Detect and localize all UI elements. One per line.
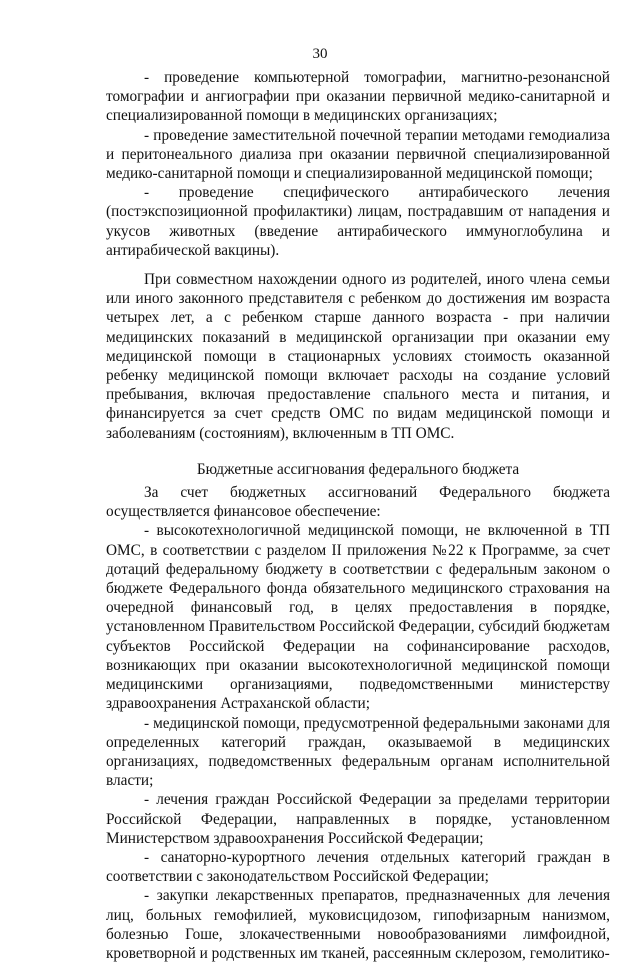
section-heading: Бюджетные ассигнования федерального бюджета <box>196 460 520 478</box>
paragraph-sanatorium: - санаторно-курортного лечения отдельных категорий граждан в соответствии с законодательством Российской Федерации; <box>106 848 610 886</box>
paragraph-federal-laws-care: - медицинской помощи, предусмотренной федеральными законами для определенных категорий граждан, оказываемой в медицинских организациях, подведомственных федеральным органам исполнительной власти; <box>106 714 610 790</box>
paragraph-parent-stay: При совместном нахождении одного из родителей, иного члена семьи или иного законного представителя с ребенком до достижения им возраста четырех лет, а с ребенком старше данного возраста - при наличии медицинских показаний в медицинской организации при оказании ему медицинской помощи в стационарных условиях стоимость оказанной ребенку медицинской помощи включает расходы на создание условий пребывания, включая предоставление спального места и питания, и финансируется за счет средств ОМС по видам медицинской помощи и заболеваниям (состояниям), включенным в ТП ОМС. <box>106 271 610 442</box>
page-number: 30 <box>312 46 328 62</box>
paragraph-treatment-abroad: - лечения граждан Российской Федерации за пределами территории Российской Федерации, направленных в порядке, установленном Министерством здравоохранения Российской Федерации; <box>106 791 610 847</box>
paragraph-ct-mri: - проведение компьютерной томографии, магнитно-резонансной томографии и ангиографии при оказании первичной медико-санитарной и специализированной помощи в медицинских организациях; <box>106 69 610 125</box>
paragraph-high-tech-care: - высокотехнологичной медицинской помощи, не включенной в ТП ОМС, в соответствии с разделом II приложения №22 к Программе, за счет дотаций федеральному бюджету в соответствии с федеральным законом о бюджете Федерального фонда обязательного медицинского страхования на очередной финансовый год, в целях предоставления в порядке, установленном Правительством Российской Федерации, субсидий бюджетам субъектов Российской Федерации на софинансирование расходов, возникающих при оказании высокотехнологичной медицинской помощи медицинскими организациями, подведомственными министерству здравоохранения Астраханской области; <box>106 522 610 713</box>
document-body <box>106 68 610 963</box>
paragraph-antirabies: - проведение специфического антирабического лечения (постэкспозиционной профилактики) лицам, пострадавшим от нападения и укусов животных (введение антирабического иммуноглобулина и антирабической вакцины). <box>106 184 610 259</box>
paragraph-drug-purchase: - закупки лекарственных препаратов, предназначенных для лечения лиц, больных гемофилией, муковисцидозом, гипофизарным нанизмом, болезнью Гоше, злокачественными новообразованиями лимфоидной, кроветворной и родственных им тканей, рассеянным склерозом, гемолитико- <box>106 887 610 962</box>
paragraph-federal-intro: За счет бюджетных ассигнований Федерального бюджета осуществляется финансовое обеспечение: <box>106 484 610 521</box>
paragraph-dialysis: - проведение заместительной почечной терапии методами гемодиализа и перитонеального диализа при оказании первичной специализированной медико-санитарной помощи и специализированной медицинской помощи; <box>106 126 610 183</box>
